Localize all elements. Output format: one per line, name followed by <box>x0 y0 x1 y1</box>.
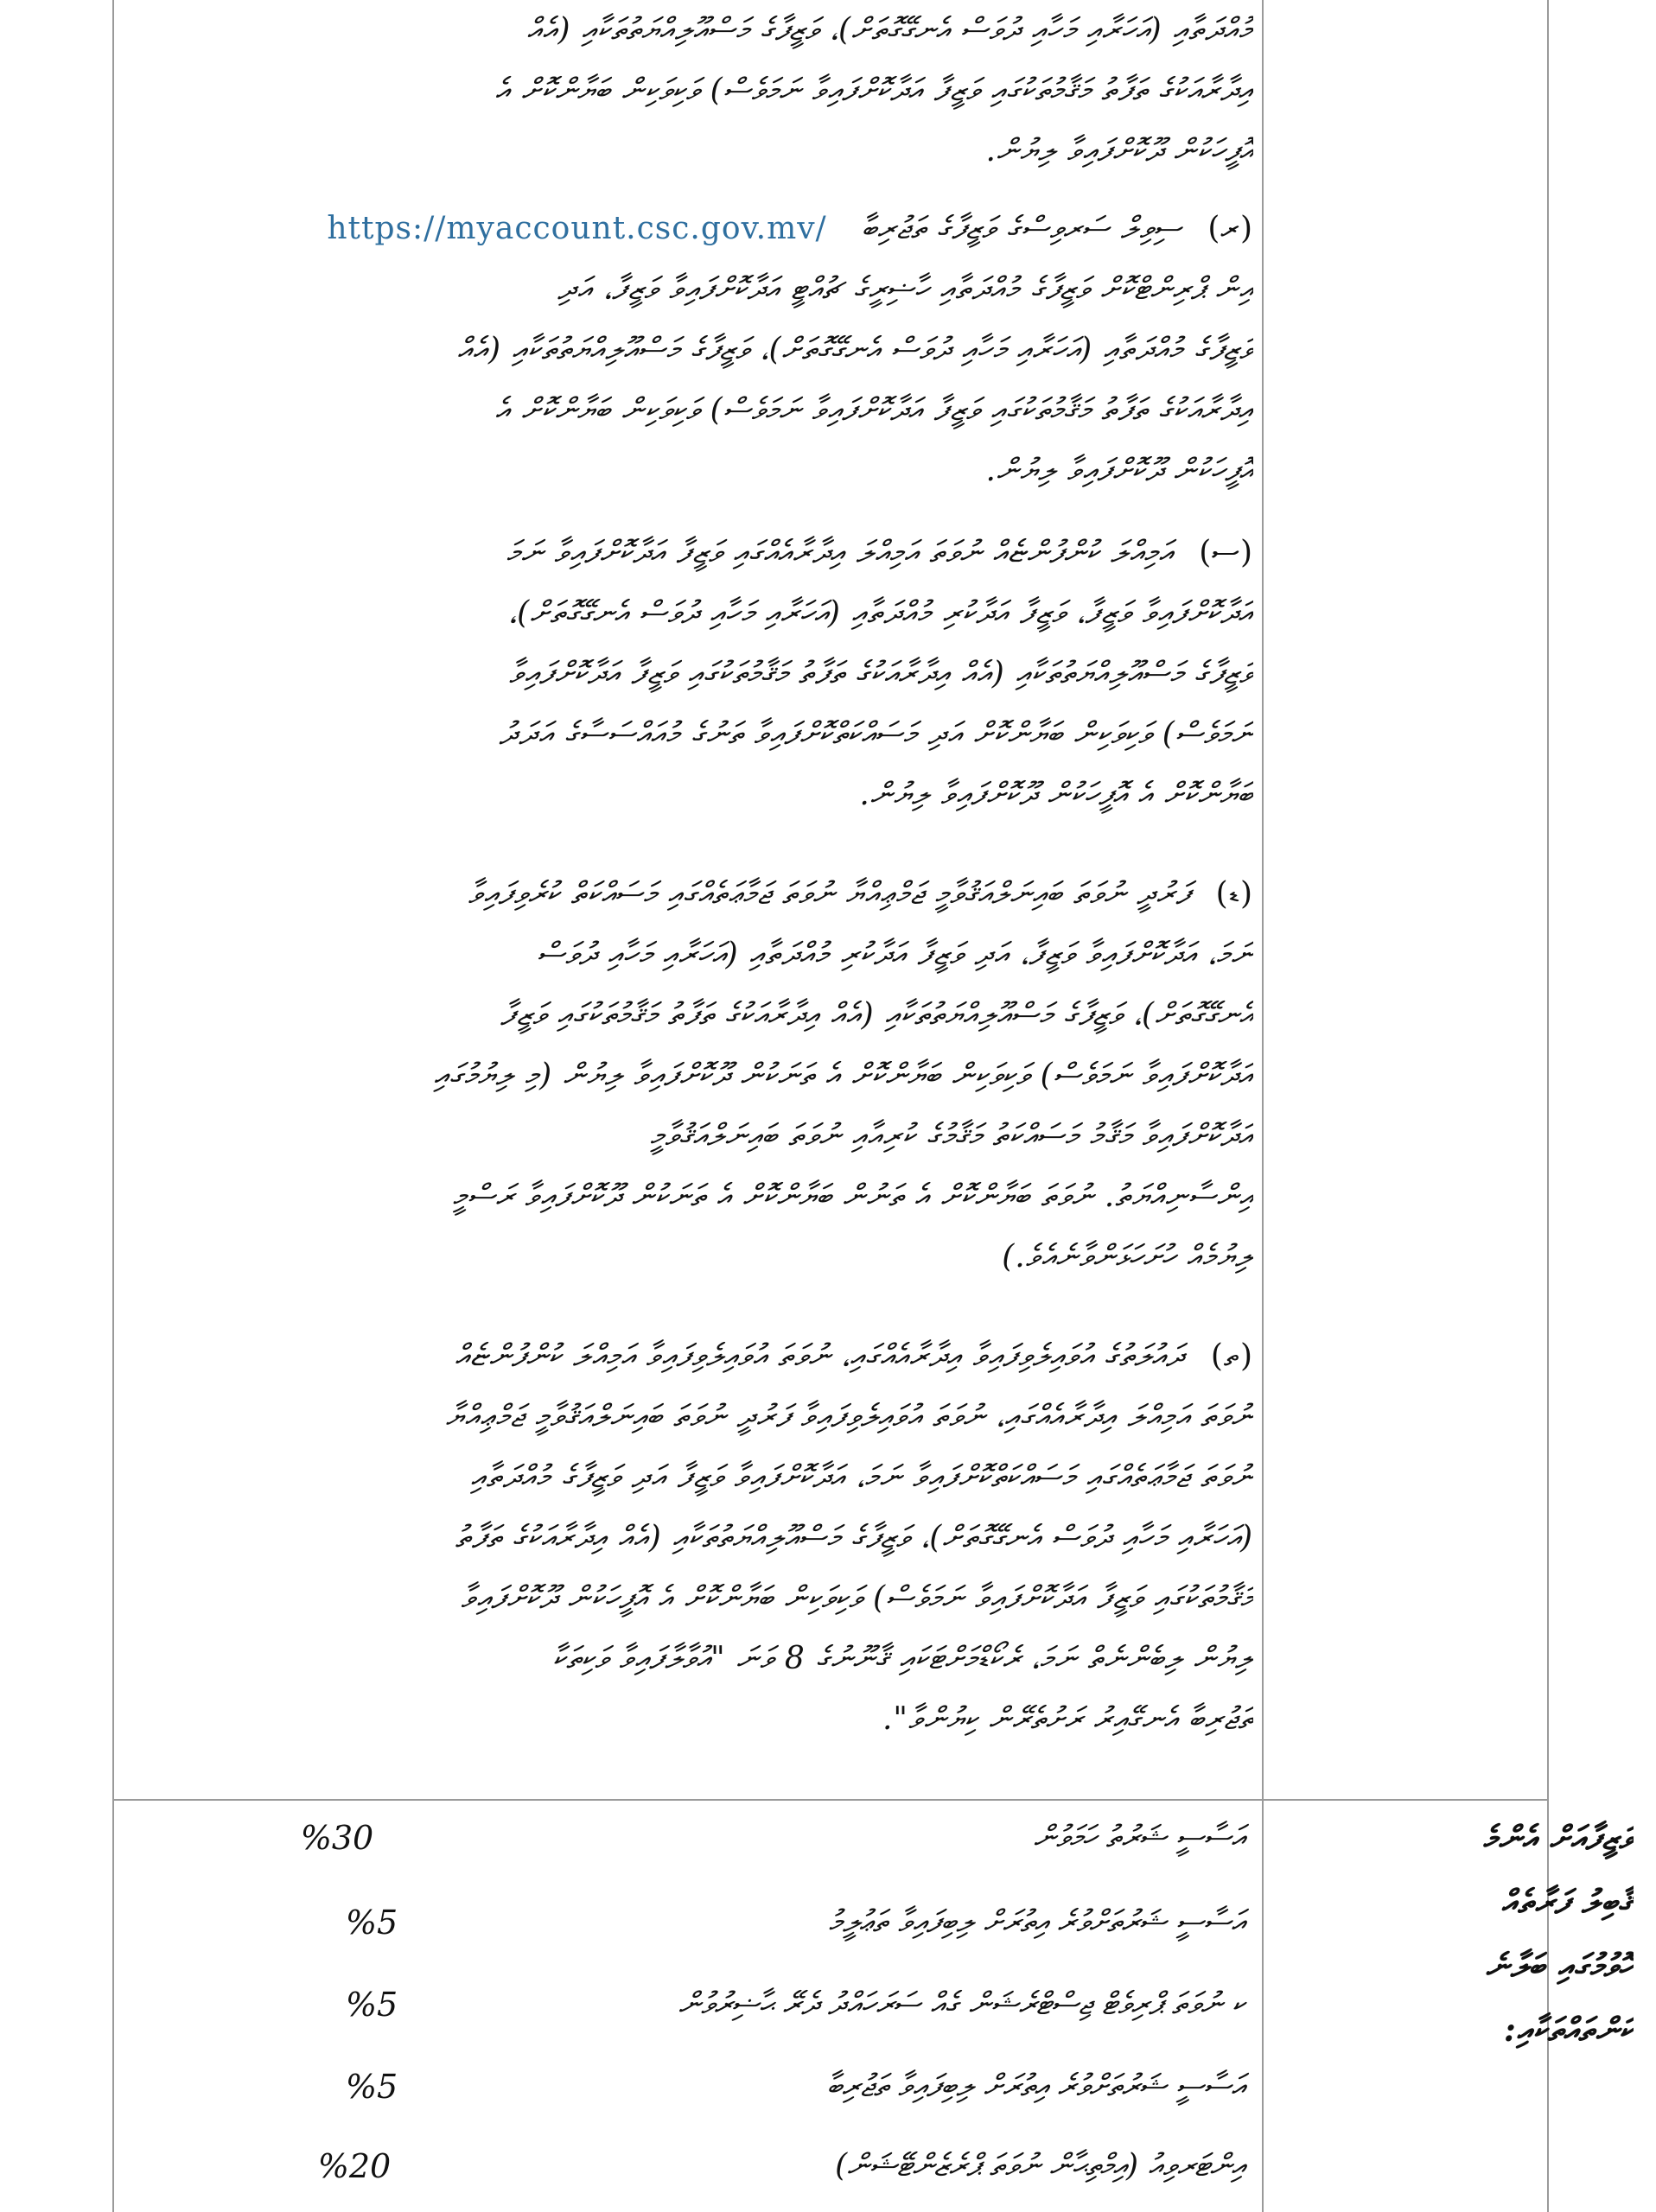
text-line: އަދާކޮށްފައިވާ މަޤާމު މަސައްކަތު މަޤާމުގެ ކުރިއާއި ނުވަތަ ބައިނަލްއަޤުވާމީ <box>650 1118 1253 1154</box>
documents-required-cell <box>130 0 1253 1797</box>
criteria-label-line: ވަޒީފާއަށް އެންމެ <box>1482 1818 1634 1857</box>
criteria-text: ކ ނުވަތަ ޕްރިވެޓް ޖިސްޓްރެޝަން ގެއް ސަރަހައްދު ދެރޭ ޙާޟިރުވުން <box>678 1986 1245 2022</box>
text-line: ވަޒީފާގެ މުއްދަތާއި (އަހަރާއި މަހާއި ދުވަސް އެނގޭގޮތަށް)، ވަޒީފާގެ މަސްއޫލިއްޔަތުތަކާއި (އެއް <box>457 332 1253 367</box>
text-line: ތަޖުރިބާ އެނގޭއިރު ރަށުތެރޭން ކިޔުންވާ". <box>882 1701 1253 1737</box>
paragraph-sa <box>130 523 1253 825</box>
paragraph-label: (ރ) <box>1207 211 1253 246</box>
text-line: އިން ޕްރިންޓްކޮށް ވަޒީފާގެ މުއްދަތާއި ހާޟިރީގެ ޗުއްޓީ އަދާކޮށްފައިވާ ވަޒީފާ، އަދި <box>557 271 1253 307</box>
criteria-label-line: ހޮވުމުގައި ބަލާނެ <box>1486 1946 1634 1985</box>
paragraph-label: (ތ) <box>1210 1338 1253 1374</box>
text-line: ލިޔުމެއް ހުށަހަޅަންވާނެއެވެ.) <box>1002 1239 1253 1274</box>
text-line: ނަމަވެސް) ވަކިވަކިން ބަޔާންކޮށް އަދި މަސައްކަތްކޮށްފައިވާ ތަނުގެ މުއައްސަސާގެ އަދަދު <box>499 716 1253 752</box>
text-line: މަޤާމުތަކުގައި ވަޒީފާ އަދާކޮށްފައިވާ ނަމަވެސް) ވަކިވަކިން ބަޔާންކޮށް އެ އޮފީހަކުން ދޫކޮށްފައިވާ <box>461 1580 1253 1616</box>
paragraph-text: ސިވިލް ސަރވިސްގެ ވަޒީފާގެ ތަޖުރިބާ <box>861 211 1182 246</box>
text-line: އިދާރާއަކުގެ ތަފާތު މަޤާމުތަކުގައި ވަޒީފާ އަދާކޮށްފައިވާ ނަމަވެސް) ވަކިވަކިން ބަޔާންކޮށް އެ <box>494 392 1253 428</box>
text-line: ވަޒީފާގެ މަސްއޫލިއްޔަތުތަކާއި (އެއް އިދާރާއަކުގެ ތަފާތު މަޤާމުތަކުގައި ވަޒީފާ އަދާކޮށްފައިވާ <box>508 656 1253 691</box>
paragraph-continuation <box>130 0 1253 181</box>
criteria-row <box>259 2127 1245 2205</box>
criteria-label-cell <box>1271 1806 1634 2062</box>
text-line: ނުވަތަ އަމިއްލަ އިދާރާއެއްގައި، ނުވަތަ އުވައިލެވިފައިވާ ފަރުދީ ނުވަތަ ބައިނަލްއަޤުވާމީ ޖަމްޢިއްޔާ <box>445 1399 1253 1434</box>
criteria-weight: %30 <box>300 1819 374 1857</box>
text-line: އޮފީހަކުން ދޫކޮށްފައިވާ ލިޔުން. <box>985 453 1253 488</box>
paragraph-ta <box>130 1326 1253 1750</box>
criteria-weight: %5 <box>345 1986 398 2024</box>
table-border-middle <box>1262 0 1264 2212</box>
paragraph-rha <box>130 199 1253 501</box>
criteria-label-line: ކަންތައްތަކާއި: <box>1503 2010 1634 2049</box>
paragraph-da <box>130 864 1253 1287</box>
text-line: ބަޔާންކޮށް އެ އޮފީހަކުން ދޫކޮށްފައިވާ ލިޔުން. <box>859 777 1253 812</box>
criteria-text: އަސާސީ ޝަރުތަށްވުރެ އިތުރަށް ލިބިފައިވާ ތަޢުލީމު <box>828 1904 1245 1940</box>
criteria-weight: %5 <box>345 1904 398 1942</box>
paragraph-text: އަމިއްލަ ކުންފުންޏެއް ނުވަތަ އަމިއްލަ އިދާރާއެއްގައި ވަޒީފާ އަދާކޮށްފައިވާ ނަމަ <box>506 535 1174 570</box>
text-line: އޮފީހަކުން ދޫކޮށްފައިވާ ލިޔުން. <box>985 133 1253 168</box>
text-line: އަދާކޮށްފައިވާ ނަމަވެސް) ވަކިވަކިން ބަޔާންކޮށް އެ ތަނަކުން ދޫކޮށްފައިވާ ލިޔުން (މި ލިޔުމުގައި <box>434 1058 1253 1093</box>
text-line: (އަހަރާއި މަހާއި ދުވަސް އެނގޭގޮތަށް)، ވަޒީފާގެ މަސްއޫލިއްޔަތުތަކާއި (އެއް އިދާރާއަކުގެ ތަފާތު <box>455 1520 1253 1555</box>
text-line: އަދާކޮށްފައިވާ ވަޒީފާ، ވަޒީފާ އަދާކުރި މުއްދަތާއި (އަހަރާއި މަހާއި ދުވަސް އެނގޭގޮތަށް)، <box>508 595 1253 631</box>
criteria-label-line: ޤާބިލު ފަރާތެއް <box>1501 1882 1634 1921</box>
paragraph-label: (ޑ) <box>1215 876 1253 912</box>
table-border-left <box>112 0 114 2212</box>
text-line: މުއްދަތާއި (އަހަރާއި މަހާއި ދުވަސް އެނގޭގޮތަށް)، ވަޒީފާގެ މަސްއޫލިއްޔަތުތަކާއި (އެއް <box>526 12 1253 48</box>
csc-account-link[interactable]: https://myaccount.csc.gov.mv/ <box>327 211 827 246</box>
text-line <box>130 1326 1253 1387</box>
paragraph-text: ފަރުދީ ނުވަތަ ބައިނަލްއަޤުވާމީ ޖަމްޢިއްޔާ ނުވަތަ ޖަމާޢަތެއްގައި މަސައްކަތް ކުރެވިފައިވާ <box>468 876 1190 912</box>
criteria-text: އަސާސީ ޝަރުތު ހަމަވުން <box>1033 1820 1245 1855</box>
criteria-row <box>259 1966 1245 2044</box>
criteria-row <box>259 1884 1245 1961</box>
text-line: އިދާރާއަކުގެ ތަފާތު މަޤާމުތަކުގައި ވަޒީފާ އަދާކޮށްފައިވާ ނަމަވެސް) ވަކިވަކިން ބަޔާންކޮށް އެ <box>494 73 1253 108</box>
criteria-weight: %5 <box>345 2068 398 2106</box>
text-line: ލިޔުން ލިބެންނެތް ނަމަ، ރެކޯޑްމަށްޓަކައި ޤާނޫނުގެ 8 ވަނަ "އުވާލާފައިވާ ވަކިތަކާ <box>552 1641 1253 1676</box>
criteria-weight: %20 <box>317 2147 392 2185</box>
criteria-text: އަސާސީ ޝަރުތަށްވުރެ އިތުރަށް ލިބިފައިވާ ތަޖުރިބާ <box>826 2069 1245 2104</box>
text-line <box>130 864 1253 925</box>
criteria-text: އިންޓަރވިއު (އިމްތިޙާން ނުވަތަ ޕްރެޒެންޓޭޝަން) <box>835 2148 1245 2183</box>
text-line: ނުވަތަ ޖަމާޢަތެއްގައި މަސައްކަތްކޮށްފައިވާ ނަމަ، އަދާކޮށްފައިވާ ވަޒީފާ އަދި ވަޒީފާގެ މުއްދަތާއި <box>470 1459 1253 1495</box>
text-line <box>130 199 1253 259</box>
text-line: އިންސާނިއްޔަތު. ނުވަތަ ބަޔާންކޮށް އެ ތަނުން ބަޔާންކޮށް އެ ތަނަކުން ދޫކޮށްފައިވާ ރަސްމީ <box>452 1179 1253 1214</box>
criteria-row <box>259 2048 1245 2126</box>
paragraph-label: (ސ) <box>1199 535 1253 570</box>
paragraph-text: ދައުލަތުގެ އުވައިލެވިފައިވާ އިދާރާއެއްގައި، ނުވަތަ އުވައިލެވިފައިވާ އަމިއްލަ ކުންފުންޏެއް <box>455 1338 1185 1374</box>
text-line: އެނގޭގޮތަށް)، ވަޒީފާގެ މަސްއޫލިއްޔަތުތަކާއި (އެއް އިދާރާއަކުގެ ތަފާތު މަޤާމުތަކުގައި ވަޒީފާ <box>500 997 1253 1033</box>
criteria-row <box>259 1799 1245 1877</box>
text-line: ނަމަ، އަދާކޮށްފައިވާ ވަޒީފާ، އަދި ވަޒީފާ އަދާކުރި މުއްދަތާއި (އަހަރާއި މަހާއި ދުވަސް <box>537 937 1253 972</box>
text-line <box>130 523 1253 583</box>
